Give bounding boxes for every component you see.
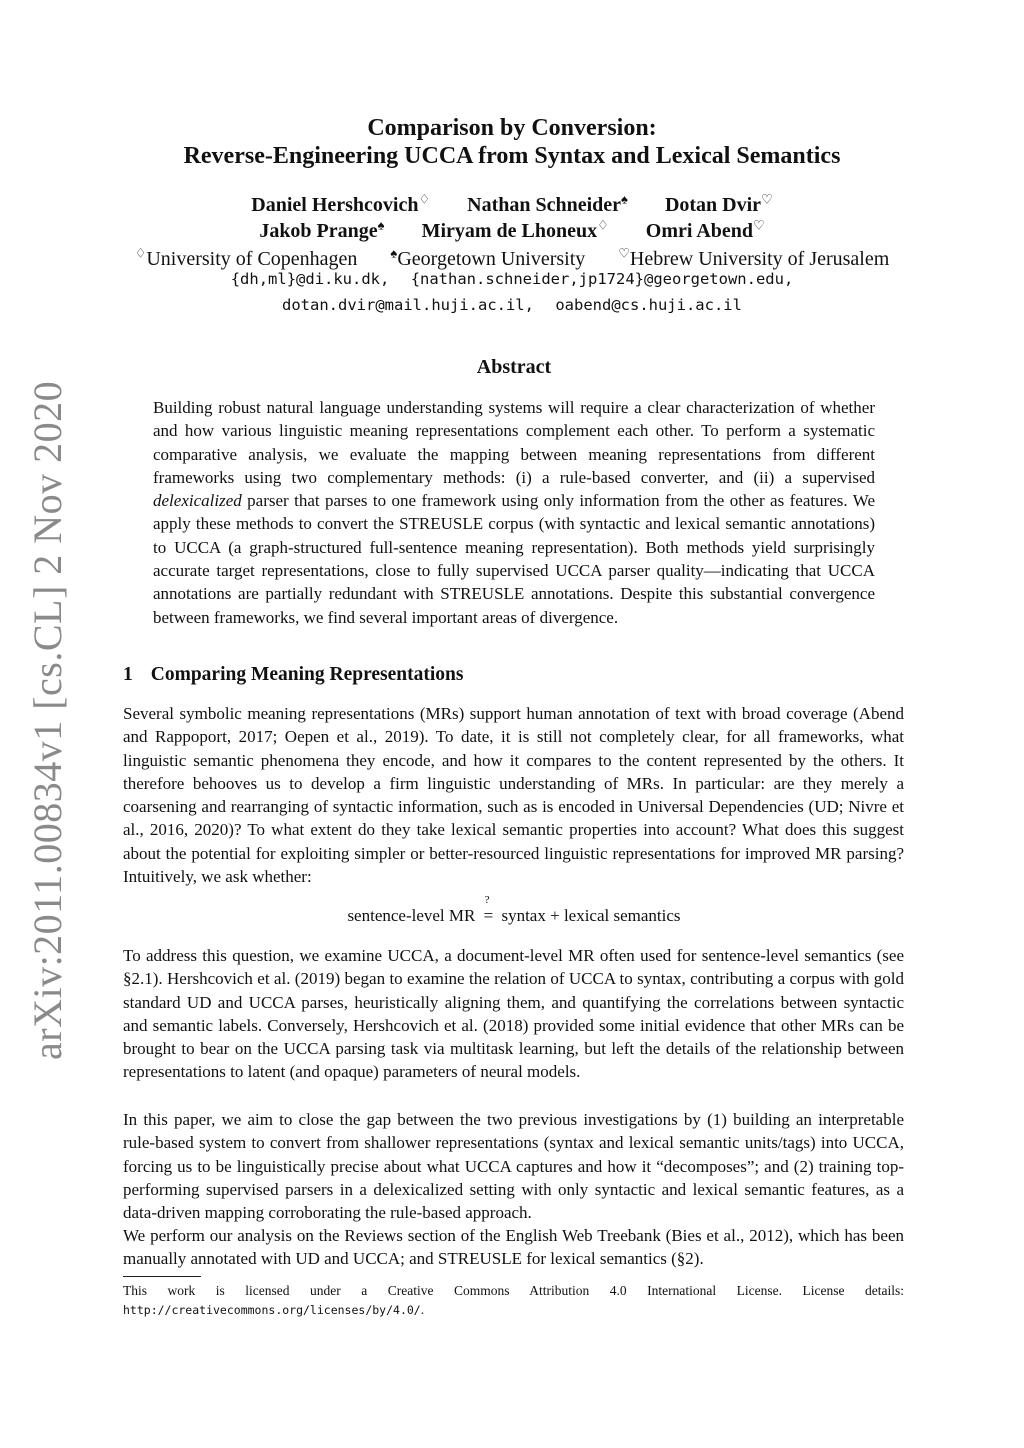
footnote-rule (123, 1276, 201, 1277)
paper-title-line-2: Reverse-Engineering UCCA from Syntax and Lexical Semantics (183, 143, 841, 169)
arxiv-sidebar-stamp: arXiv:2011.00834v1 [cs.CL] 2 Nov 2020 (25, 380, 70, 1060)
author-row-2 (0, 212, 1024, 244)
paragraph-3: In this paper, we aim to close the gap between the two previous investigations by (1) building an interpretable rule-based system to convert from shallower representations (syntax and lexical semantic units/tags) into UCCA, forcing us to be linguistically precise about what UCCA captures and how it “decomposes”; and (2) training top-performing supervised parsers in a delexicalized setting with only syntactic and lexical semantic features, as a data-driven mapping corroborating the rule-based approach. (123, 1110, 904, 1223)
section-heading: 1 Comparing Meaning Representations (123, 664, 464, 685)
author-name: Jakob Prange♠ (259, 217, 385, 242)
affiliation: ♠Georgetown University (390, 245, 586, 270)
abstract-body: Building robust natural language understanding systems will require a clear characterization of whether and how various linguistic meaning representations complement each other. To perform a systematic comparative analysis, we evaluate the mapping between meaning representations from different frameworks using two complementary methods: (i) a rule-based converter, and (ii) a supervised delexicalized parser that parses to one framework using only information from the other as features. We apply these methods to convert the STREUSLE corpus (with syntactic and lexical semantic annotations) to UCCA (a graph-structured full-sentence meaning representation). Both methods yield surprisingly accurate target representations, close to fully supervised UCCA parser quality—indicating that UCCA annotations are partially redundant with STREUSLE annotations. Despite this substantial convergence between frameworks, we find several important areas of divergence. (153, 398, 875, 627)
email-address: dotan.dvir@mail.huji.ac.il, (282, 296, 534, 314)
affiliation: ♢University of Copenhagen (134, 245, 358, 270)
author-name: Omri Abend♡ (645, 217, 765, 242)
paragraph-1: Several symbolic meaning representations (MRs) support human annotation of text with broad coverage (Abend and Rappoport, 2017; Oepen et al., 2019). To date, it is still not completely clear, for all frameworks, what linguistic semantic phenomena they encode, and how it compares to the content represented by the others. It therefore behooves us to develop a firm linguistic understanding of MRs. In particular: are they merely a coarsening and rearranging of syntactic information, such as is encoded in Universal Dependencies (UD; Nivre et al., 2016, 2020)? To what extent do they take lexical semantic properties into account? What does this suggest about the potential for exploiting simpler or better-resourced linguistic representations for improved MR parsing? Intuitively, we ask whether: (123, 704, 904, 887)
author-name: Daniel Hershcovich♢ (251, 191, 431, 216)
author-name: Miryam de Lhoneux♢ (421, 217, 609, 242)
email-line-2 (0, 294, 1024, 316)
paragraph-4: We perform our analysis on the Reviews section of the English Web Treebank (Bies et al., 2012), which has been manually annotated with UD and UCCA; and STREUSLE for lexical semantics (§2). (123, 1226, 904, 1269)
author-name: Dotan Dvir♡ (664, 191, 773, 216)
equation: sentence-level MR ? = syntax + lexical semantics (347, 894, 681, 925)
email-line-1 (0, 268, 1024, 290)
abstract-italic-term: delexicalized (153, 491, 242, 511)
email-address: oabend@cs.huji.ac.il (555, 296, 742, 314)
paragraph-2: To address this question, we examine UCCA, a document-level MR often used for sentence-level semantics (see §2.1). Hershcovich et al. (2019) began to examine the relation of UCCA to syntax, contributing a corpus with gold standard UD and UCCA parses, heuristically aligning them, and quantifying the correlations between syntactic and semantic labels. Conversely, Hershcovich et al. (2018) provided some initial evidence that other MRs can be brought to bear on the UCCA parsing task via multitask learning, but left the details of the relationship between representations to latent (and opaque) parameters of neural models. (123, 946, 904, 1082)
email-address: {nathan.schneider,jp1724}@georgetown.edu, (410, 270, 794, 288)
affiliations (0, 240, 1024, 272)
email-address: {dh,ml}@di.ku.dk, (230, 270, 390, 288)
affiliation: ♡Hebrew University of Jerusalem (618, 245, 890, 270)
abstract-heading: Abstract (476, 356, 552, 378)
author-name: Nathan Schneider♠ (467, 191, 628, 216)
license-link[interactable]: http://creativecommons.org/licenses/by/4.0/ (123, 1303, 421, 1317)
paper-title-line-1: Comparison by Conversion: (367, 115, 657, 141)
footnote: This work is licensed under a Creative Commons Attribution 4.0 International License. License details: http://creativecommons.org/licenses/by/4.0/. (123, 1283, 904, 1317)
questioned-equals: ? = (483, 894, 494, 925)
